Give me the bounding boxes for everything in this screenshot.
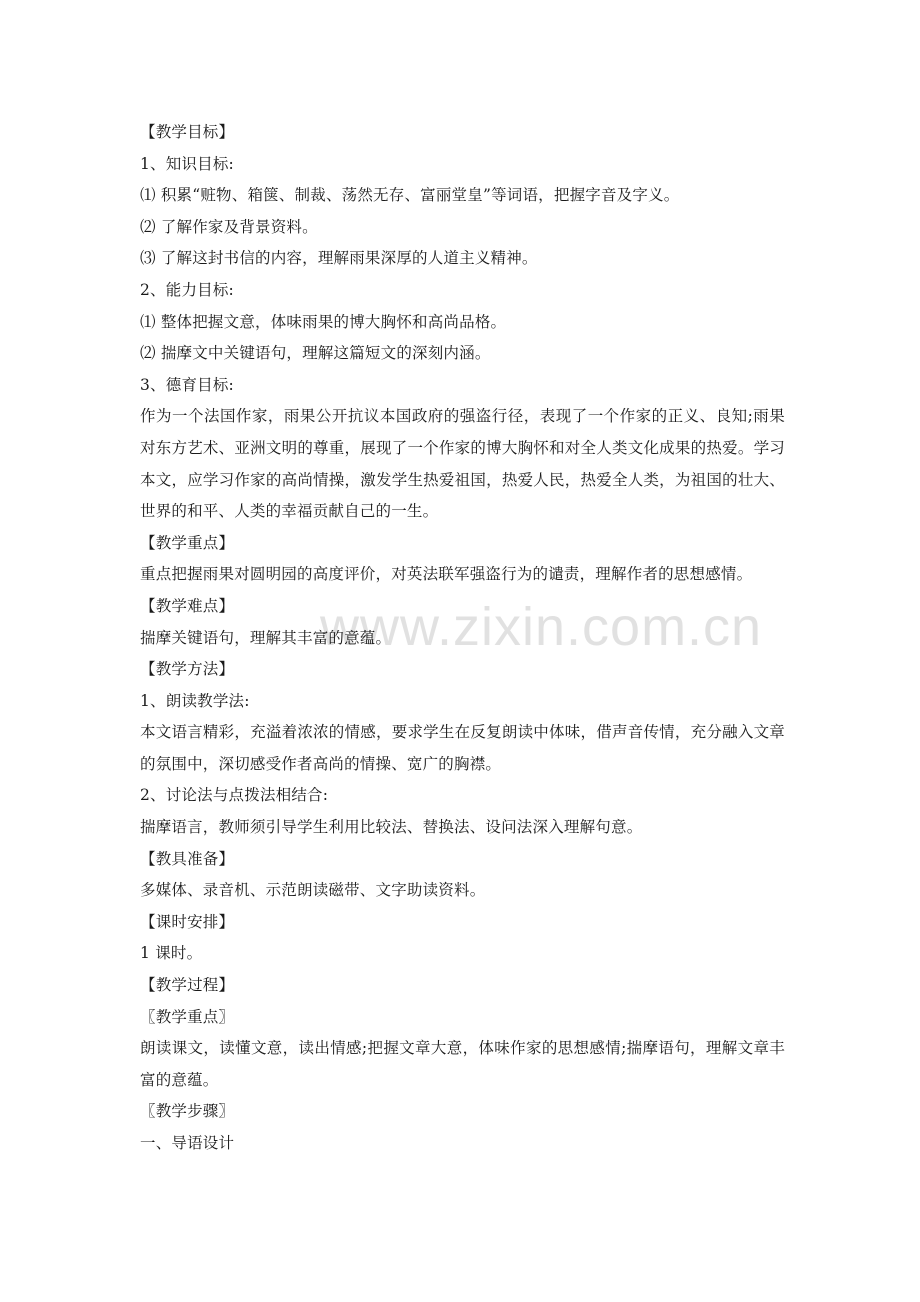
subheading-intro-design: 一、导语设计: [140, 1134, 235, 1152]
paragraph-class-hours: 1 课时。: [140, 944, 203, 963]
subheading-discussion-method: 2、讨论法与点拨法相结合:: [140, 786, 329, 805]
subheading-moral-goals: 3、德育目标:: [140, 375, 234, 394]
paragraph-teaching-aids: 多媒体、录音机、示范朗读磁带、文字助读资料。: [140, 881, 486, 900]
heading-teaching-process: 【教学过程】: [140, 976, 235, 995]
watermark: www.zixin.com.cn: [320, 597, 763, 657]
paragraph-key-points: 重点把握雨果对圆明园的高度评价，对英法联军强盗行为的谴责，理解作者的思想感情。: [140, 565, 753, 584]
subheading-ability-goals: 2、能力目标:: [140, 280, 234, 299]
paragraph-process-key-points: 朗读课文，读懂文意，读出情感;把握文章大意，体味作家的思想感情;揣摩语句，理解文章丰富的意蕴。: [140, 1039, 785, 1089]
subheading-knowledge-goals: 1、知识目标:: [140, 154, 234, 173]
paragraph-difficult-points: 揣摩关键语句，理解其丰富的意蕴。: [140, 628, 392, 647]
subheading-teaching-steps: 〖教学步骤〗: [140, 1102, 235, 1121]
subheading-reading-method: 1、朗读教学法:: [140, 691, 250, 710]
heading-teaching-methods: 【教学方法】: [140, 660, 235, 679]
heading-teaching-aids: 【教具准备】: [140, 849, 235, 868]
list-item: ⑴ 积累“赃物、箱箧、制裁、荡然无存、富丽堂皇”等词语，把握字音及字义。: [140, 186, 680, 205]
paragraph-reading-method: 本文语言精彩，充溢着浓浓的情感，要求学生在反复朗读中体味，借声音传情，充分融入文章的氛围中，深切感受作者高尚的情操、宽广的胸襟。: [140, 723, 785, 773]
list-item: ⑶ 了解这封书信的内容，理解雨果深厚的人道主义精神。: [140, 249, 538, 268]
paragraph-moral-goals: 作为一个法国作家，雨果公开抗议本国政府的强盗行径，表现了一个作家的正义、良知;雨果对东方艺术、亚洲文明的尊重，展现了一个作家的博大胸怀和对全人类文化成果的热爱。学习本文，应学习作家的高尚情操，激发学生热爱祖国，热爱人民，热爱全人类，为祖国的壮大、世界的和平、人类的幸福贡献自己的一生。: [140, 407, 785, 521]
list-item: ⑵ 了解作家及背景资料。: [140, 217, 318, 236]
document-body: [140, 117, 785, 1160]
subheading-process-key-points: 〖教学重点〗: [140, 1007, 235, 1026]
heading-difficult-points: 【教学难点】: [140, 596, 235, 615]
heading-key-points: 【教学重点】: [140, 533, 235, 552]
heading-teaching-goals: 【教学目标】: [140, 123, 235, 141]
heading-class-hours: 【课时安排】: [140, 912, 235, 931]
paragraph-discussion-method: 揣摩语言，教师须引导学生利用比较法、替换法、设问法深入理解句意。: [140, 818, 643, 837]
list-item: ⑵ 揣摩文中关键语句，理解这篇短文的深刻内涵。: [140, 344, 491, 363]
list-item: ⑴ 整体把握文意，体味雨果的博大胸怀和高尚品格。: [140, 312, 507, 331]
